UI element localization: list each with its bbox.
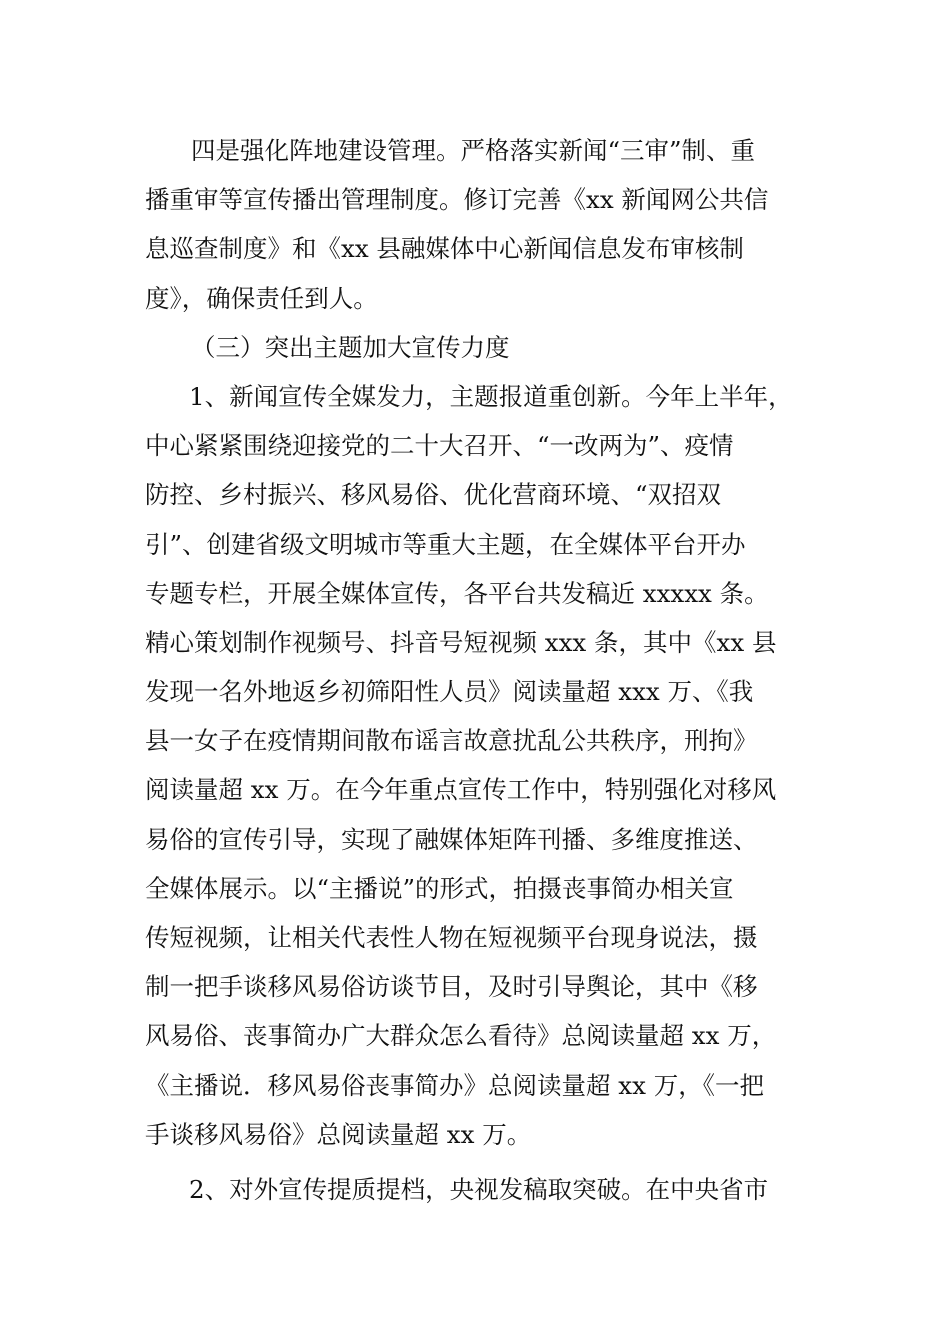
paragraph-line: 阅读量超 xx 万。在今年重点宣传工作中，特别强化对移风 (145, 775, 777, 805)
paragraph-line: 播重审等宣传播出管理制度。修订完善《xx 新闻网公共信 (145, 185, 769, 215)
paragraph-line: 风易俗、丧事简办广大群众怎么看待》总阅读量超 xx 万， (145, 1021, 777, 1051)
paragraph-line: 度》，确保责任到人。 (145, 283, 378, 313)
paragraph-line: 中心紧紧围绕迎接党的二十大召开、“一改两为”、疫情 (145, 431, 734, 461)
paragraph-line: 手谈移风易俗》总阅读量超 xx 万。 (145, 1119, 532, 1149)
paragraph-line: 《主播说．移风易俗丧事简办》总阅读量超 xx 万，《一把 (145, 1070, 764, 1100)
paragraph-line: 易俗的宣传引导，实现了融媒体矩阵刊播、多维度推送、 (145, 824, 758, 854)
paragraph-line: 传短视频，让相关代表性人物在短视频平台现身说法，摄 (145, 923, 758, 952)
section-heading: （三）突出主题加大宣传力度 (191, 332, 510, 362)
paragraph-line: 县一女子在疫情期间散布谣言故意扰乱公共秩序，刑拘》 (145, 726, 758, 756)
paragraph-line: 制一把手谈移风易俗访谈节目，及时引导舆论，其中《移 (145, 972, 758, 1002)
paragraph-line: 引”、创建省级文明城市等重大主题，在全媒体平台开办 (145, 529, 746, 559)
paragraph-line: 专题专栏，开展全媒体宣传，各平台共发稿近 xxxxx 条。 (145, 578, 769, 608)
paragraph-line: 全媒体展示。以“主播说”的形式，拍摄丧事简办相关宣 (145, 873, 734, 903)
paragraph-line: 四是强化阵地建设管理。严格落实新闻“三审”制、重 (191, 136, 756, 165)
paragraph-line: 防控、乡村振兴、移风易俗、优化营商环境、“双招双 (145, 480, 722, 510)
paragraph-line: 1、新闻宣传全媒发力，主题报道重创新。今年上半年， (189, 381, 793, 411)
document-body (145, 126, 815, 1214)
paragraph-line: 发现一名外地返乡初筛阳性人员》阅读量超 xxx 万、《我 (145, 677, 754, 707)
paragraph-line: 精心策划制作视频号、抖音号短视频 xxx 条，其中《xx 县 (145, 627, 777, 657)
paragraph-line: 2、对外宣传提质提档，央视发稿取突破。在中央省市 (189, 1174, 769, 1204)
paragraph-line: 息巡查制度》和《xx 县融媒体中心新闻信息发布审核制 (145, 234, 744, 264)
